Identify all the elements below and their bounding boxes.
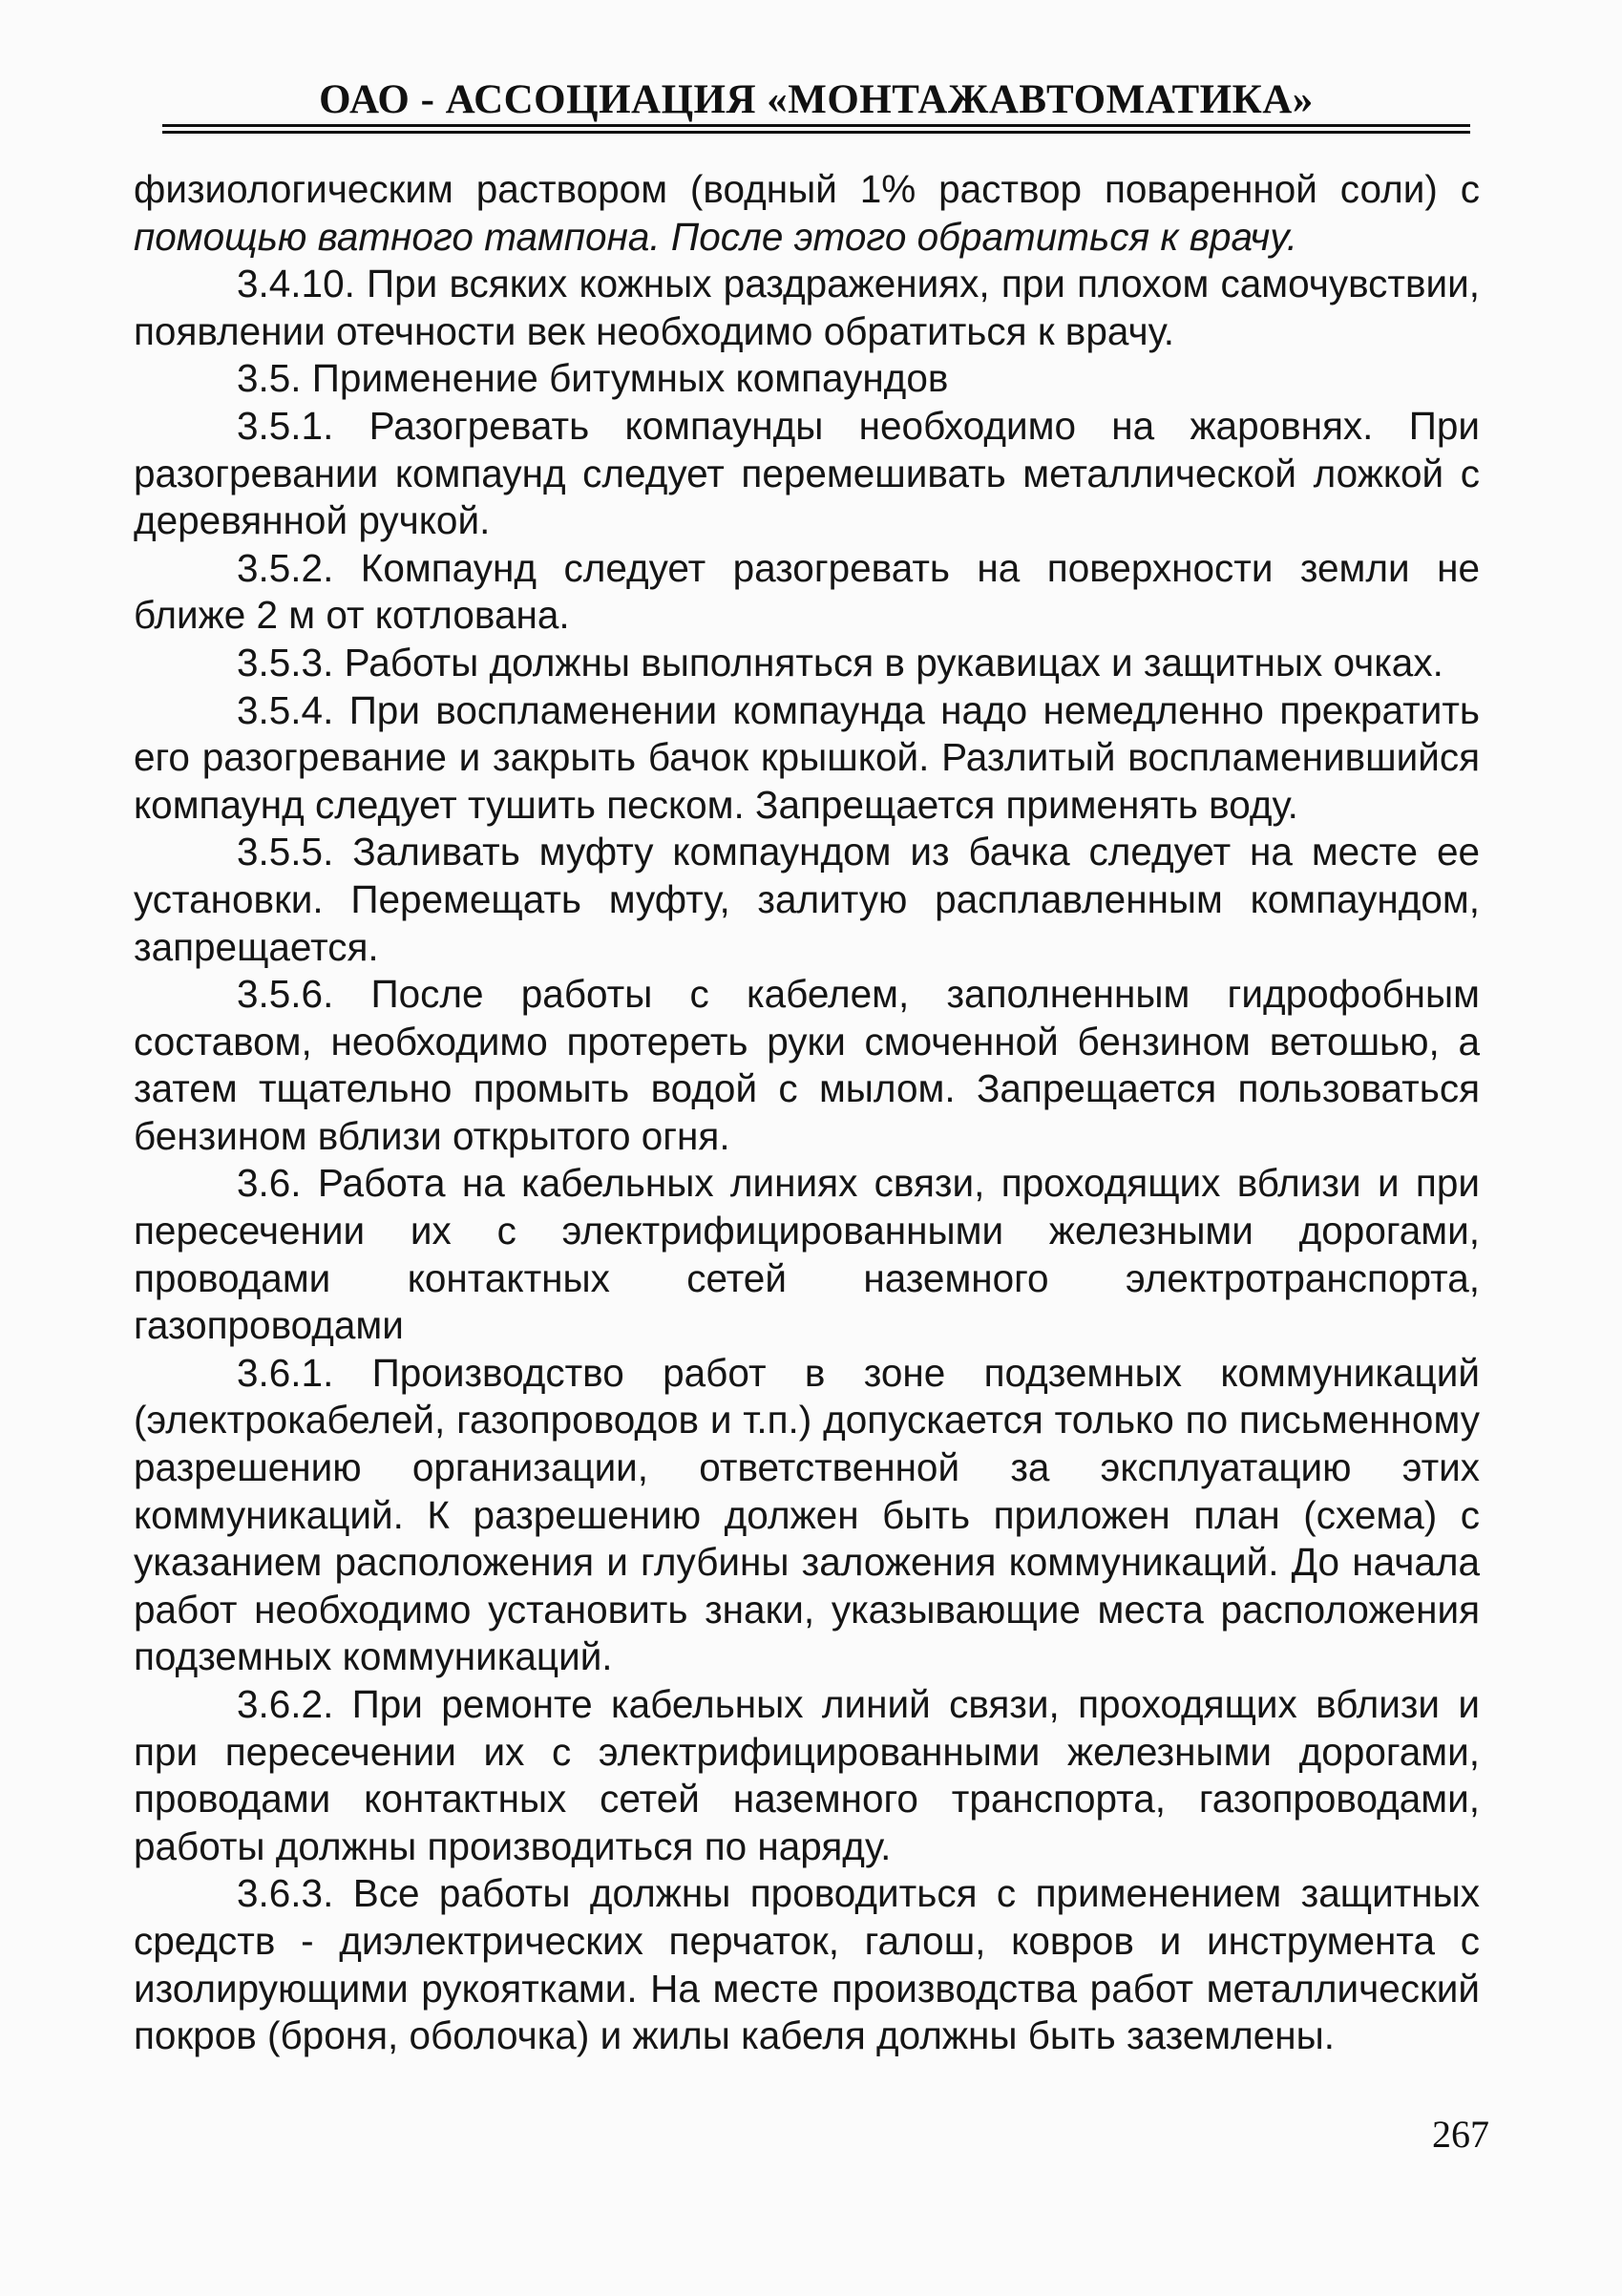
paragraph-3-6-2: 3.6.2. При ремонте кабельных линий связи, проходящих вблизи и при пересечении их с электрифицированными железными дорогами, проводами контактных сетей наземного транспорта, газопроводами, работы должны производиться по наряду.: [134, 1682, 1480, 1868]
paragraph-3-5-5: 3.5.5. Заливать муфту компаундом из бачка следует на месте ее установки. Перемещать муфту, залитую расплавленным компаундом, запрещается.: [134, 830, 1480, 969]
paragraph-text: физиологическим раствором (водный 1% раствор поваренной соли) с: [134, 167, 1480, 211]
paragraph-3-5-6: 3.5.6. После работы с кабелем, заполненным гидрофобным составом, необходимо протереть руки смоченной бензином ветошью, а затем тщательно промыть водой с мылом. Запрещается пользоваться бензином вблизи открытого огня.: [134, 972, 1480, 1158]
header-rule-top: [162, 124, 1470, 127]
header-title: ОАО - АССОЦИАЦИЯ «МОНТАЖАВТОМАТИКА»: [319, 77, 1314, 122]
section-heading-3-6: 3.6. Работа на кабельных линиях связи, проходящих вблизи и при пересечении их с электрифицированными железными дорогами, проводами контактных сетей наземного электротранспорта, газопроводами: [134, 1161, 1480, 1348]
paragraph-italic-text: помощью ватного тампона. После этого обратиться к врачу.: [134, 214, 1298, 259]
paragraph-3-5-2: 3.5.2. Компаунд следует разогревать на поверхности земли не ближе 2 м от котлована.: [134, 545, 1480, 638]
paragraph-continued: [134, 166, 1480, 261]
document-body: [134, 166, 1480, 2060]
paragraph-3-4-10: 3.4.10. При всяких кожных раздражениях, при плохом самочувствии, появлении отечности век необходимо обратиться к врачу.: [134, 262, 1480, 353]
paragraph-3-6-1: 3.6.1. Производство работ в зоне подземных коммуникаций (электрокабелей, газопроводов и т.п.) допускается только по письменному разрешению организации, ответственной за эксплуатацию этих коммуникаций. К разрешению должен быть приложен план (схема) с указанием расположения и глубины заложения коммуникаций. До начала работ необходимо установить знаки, указывающие места расположения подземных коммуникаций.: [134, 1350, 1480, 1679]
page-header: [162, 76, 1470, 124]
page-number: 267: [1432, 2113, 1489, 2156]
paragraph-3-5-3: 3.5.3. Работы должны выполняться в рукавицах и защитных очках.: [237, 640, 1443, 685]
paragraph-3-5-4: 3.5.4. При воспламенении компаунда надо немедленно прекратить его разогревание и закрыть бачок крышкой. Разлитый воспламенившийся компаунд следует тушить песком. Запрещается применять воду.: [134, 687, 1480, 827]
header-rule-bottom: [162, 131, 1470, 134]
section-heading-3-5: 3.5. Применение битумных компаундов: [237, 356, 949, 401]
paragraph-3-6-3: 3.6.3. Все работы должны проводиться с применением защитных средств - диэлектрических перчаток, галош, ковров и инструмента с изолирующими рукоятками. На месте производства работ металлический покров (броня, оболочка) и жилы кабеля должны быть заземлены.: [134, 1871, 1480, 2058]
paragraph-3-5-1: 3.5.1. Разогревать компаунды необходимо на жаровнях. При разогревании компаунд следует перемешивать металлической ложкой с деревянной ручкой.: [134, 403, 1480, 543]
